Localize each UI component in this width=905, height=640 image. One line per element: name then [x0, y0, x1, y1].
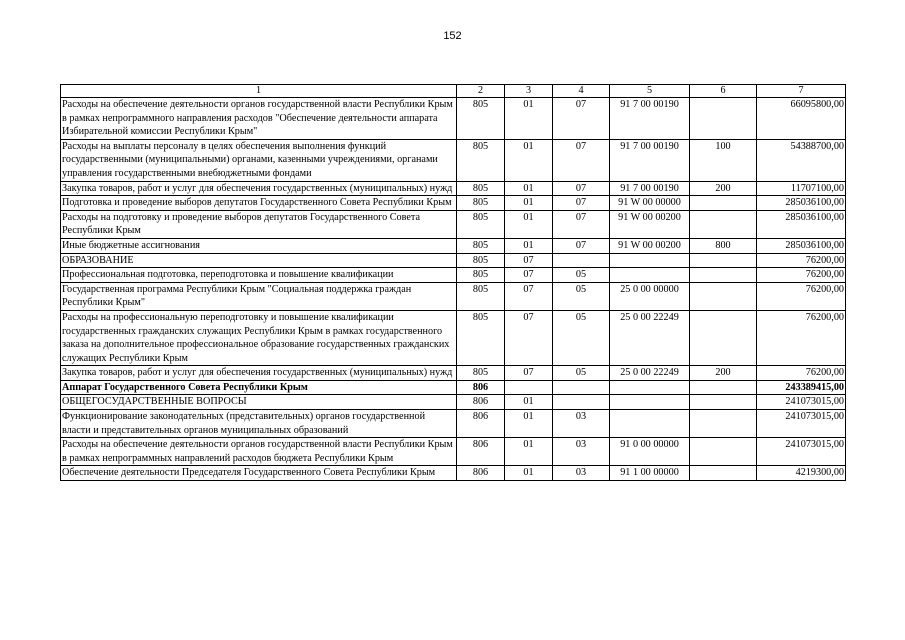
header-col-6: 6 [690, 85, 757, 98]
row-ministry-code: 805 [457, 282, 505, 310]
row-section-code: 07 [505, 253, 553, 268]
table-row [61, 268, 846, 283]
header-col-4: 4 [553, 85, 610, 98]
row-expense-type-code [690, 466, 757, 481]
row-expense-type-code [690, 253, 757, 268]
table-row [61, 139, 846, 181]
row-expense-type-code [690, 282, 757, 310]
row-target-code: 25 0 00 00000 [610, 282, 690, 310]
row-subsection-code: 03 [553, 466, 610, 481]
row-subsection-code: 05 [553, 268, 610, 283]
row-name: Расходы на профессиональную переподготовку и повышение квалификации государственных гражданских служащих Республики Крым в рамках государственного заказа на дополнительное профессиональное образование государственных гражданских служащих Республики Крым [61, 310, 457, 365]
row-expense-type-code [690, 310, 757, 365]
row-target-code [610, 395, 690, 410]
header-col-7: 7 [757, 85, 846, 98]
row-target-code: 25 0 00 22249 [610, 310, 690, 365]
table-row [61, 98, 846, 140]
table-row [61, 310, 846, 365]
row-ministry-code: 806 [457, 466, 505, 481]
row-ministry-code: 805 [457, 210, 505, 238]
row-section-code: 07 [505, 310, 553, 365]
row-ministry-code: 805 [457, 181, 505, 196]
row-ministry-code: 805 [457, 139, 505, 181]
row-subsection-code: 05 [553, 282, 610, 310]
row-amount: 241073015,00 [757, 438, 846, 466]
table-row [61, 466, 846, 481]
row-target-code: 91 7 00 00190 [610, 98, 690, 140]
row-target-code: 91 W 00 00000 [610, 196, 690, 211]
table-row [61, 210, 846, 238]
row-section-code: 01 [505, 181, 553, 196]
table-row [61, 410, 846, 438]
row-amount: 243389415,00 [757, 380, 846, 395]
row-ministry-code: 805 [457, 238, 505, 253]
row-amount: 76200,00 [757, 268, 846, 283]
table-row [61, 380, 846, 395]
row-name: Аппарат Государственного Совета Республики Крым [61, 380, 457, 395]
row-amount: 54388700,00 [757, 139, 846, 181]
row-expense-type-code [690, 210, 757, 238]
row-name: ОБРАЗОВАНИЕ [61, 253, 457, 268]
row-subsection-code [553, 395, 610, 410]
row-name: Профессиональная подготовка, переподготовка и повышение квалификации [61, 268, 457, 283]
row-ministry-code: 805 [457, 253, 505, 268]
row-expense-type-code [690, 268, 757, 283]
table-row [61, 181, 846, 196]
row-name: Расходы на подготовку и проведение выборов депутатов Государственного Совета Республики Крым [61, 210, 457, 238]
row-amount: 66095800,00 [757, 98, 846, 140]
row-section-code: 07 [505, 282, 553, 310]
row-amount: 76200,00 [757, 253, 846, 268]
row-name: Функционирование законодательных (представительных) органов государственной власти и представительных органов муниципальных образований [61, 410, 457, 438]
row-subsection-code: 07 [553, 210, 610, 238]
row-section-code: 01 [505, 395, 553, 410]
header-col-2: 2 [457, 85, 505, 98]
row-subsection-code: 07 [553, 139, 610, 181]
row-name: Закупка товаров, работ и услуг для обеспечения государственных (муниципальных) нужд [61, 366, 457, 381]
row-target-code [610, 380, 690, 395]
row-subsection-code: 07 [553, 196, 610, 211]
row-amount: 76200,00 [757, 366, 846, 381]
header-col-1: 1 [61, 85, 457, 98]
table-row [61, 238, 846, 253]
row-expense-type-code: 200 [690, 366, 757, 381]
row-expense-type-code: 200 [690, 181, 757, 196]
row-target-code [610, 253, 690, 268]
row-section-code [505, 380, 553, 395]
row-target-code: 91 W 00 00200 [610, 238, 690, 253]
row-section-code: 07 [505, 366, 553, 381]
table-row [61, 438, 846, 466]
row-subsection-code: 07 [553, 238, 610, 253]
row-name: Иные бюджетные ассигнования [61, 238, 457, 253]
row-amount: 285036100,00 [757, 196, 846, 211]
row-amount: 76200,00 [757, 310, 846, 365]
row-expense-type-code [690, 196, 757, 211]
row-amount: 76200,00 [757, 282, 846, 310]
row-ministry-code: 806 [457, 395, 505, 410]
table-row [61, 395, 846, 410]
row-ministry-code: 806 [457, 438, 505, 466]
row-expense-type-code [690, 438, 757, 466]
row-ministry-code: 806 [457, 410, 505, 438]
row-amount: 285036100,00 [757, 210, 846, 238]
table-row [61, 282, 846, 310]
row-subsection-code: 03 [553, 438, 610, 466]
page-number: 152 [443, 30, 462, 42]
row-amount: 285036100,00 [757, 238, 846, 253]
row-section-code: 01 [505, 438, 553, 466]
row-section-code: 01 [505, 98, 553, 140]
row-target-code: 91 7 00 00190 [610, 139, 690, 181]
row-amount: 4219300,00 [757, 466, 846, 481]
table-row [61, 366, 846, 381]
row-ministry-code: 805 [457, 310, 505, 365]
row-subsection-code: 05 [553, 310, 610, 365]
row-subsection-code: 05 [553, 366, 610, 381]
row-expense-type-code [690, 98, 757, 140]
header-row [61, 85, 846, 98]
row-expense-type-code: 800 [690, 238, 757, 253]
row-name: Обеспечение деятельности Председателя Государственного Совета Республики Крым [61, 466, 457, 481]
row-section-code: 01 [505, 210, 553, 238]
row-name: Расходы на обеспечение деятельности органов государственной власти Республики Крым в рамках непрограммных направлений расходов бюджета Республики Крым [61, 438, 457, 466]
row-amount: 241073015,00 [757, 410, 846, 438]
row-ministry-code: 805 [457, 98, 505, 140]
row-name: Государственная программа Республики Крым "Социальная поддержка граждан Республики Крым" [61, 282, 457, 310]
row-subsection-code: 07 [553, 181, 610, 196]
row-target-code: 91 0 00 00000 [610, 438, 690, 466]
row-section-code: 01 [505, 238, 553, 253]
row-amount: 241073015,00 [757, 395, 846, 410]
header-col-5: 5 [610, 85, 690, 98]
row-section-code: 01 [505, 466, 553, 481]
row-expense-type-code: 100 [690, 139, 757, 181]
row-section-code: 01 [505, 196, 553, 211]
row-target-code: 91 1 00 00000 [610, 466, 690, 481]
row-expense-type-code [690, 410, 757, 438]
row-target-code: 91 W 00 00200 [610, 210, 690, 238]
row-target-code: 25 0 00 22249 [610, 366, 690, 381]
row-name: Расходы на выплаты персоналу в целях обеспечения выполнения функций государственными (муниципальными) органами, казенными учреждениями, органами управления государственными внебюджетными фондами [61, 139, 457, 181]
budget-table [60, 84, 846, 481]
row-target-code [610, 410, 690, 438]
row-expense-type-code [690, 395, 757, 410]
row-ministry-code: 805 [457, 268, 505, 283]
row-subsection-code [553, 380, 610, 395]
row-subsection-code: 07 [553, 98, 610, 140]
row-ministry-code: 805 [457, 196, 505, 211]
row-subsection-code: 03 [553, 410, 610, 438]
row-ministry-code: 805 [457, 366, 505, 381]
row-name: Подготовка и проведение выборов депутатов Государственного Совета Республики Крым [61, 196, 457, 211]
row-section-code: 01 [505, 410, 553, 438]
row-target-code: 91 7 00 00190 [610, 181, 690, 196]
row-subsection-code [553, 253, 610, 268]
row-amount: 11707100,00 [757, 181, 846, 196]
row-section-code: 07 [505, 268, 553, 283]
header-col-3: 3 [505, 85, 553, 98]
row-ministry-code: 806 [457, 380, 505, 395]
row-name: Закупка товаров, работ и услуг для обеспечения государственных (муниципальных) нужд [61, 181, 457, 196]
table-row [61, 196, 846, 211]
row-name: Расходы на обеспечение деятельности органов государственной власти Республики Крым в рамках непрограммного направления расходов "Обеспечение деятельности аппарата Избирательной комиссии Республики Крым" [61, 98, 457, 140]
row-section-code: 01 [505, 139, 553, 181]
row-expense-type-code [690, 380, 757, 395]
table-row [61, 253, 846, 268]
row-target-code [610, 268, 690, 283]
row-name: ОБЩЕГОСУДАРСТВЕННЫЕ ВОПРОСЫ [61, 395, 457, 410]
